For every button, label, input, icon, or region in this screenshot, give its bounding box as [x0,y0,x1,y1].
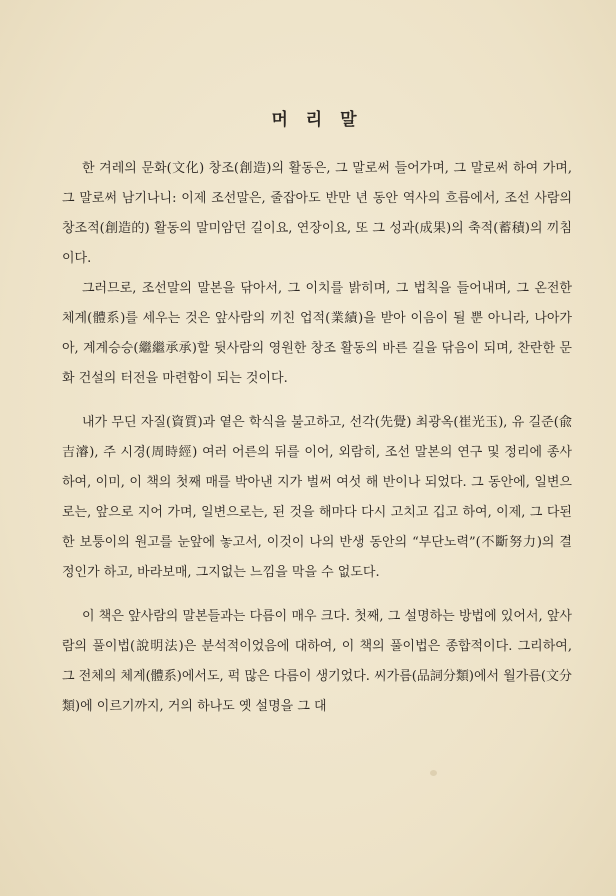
paragraph-gap [62,394,572,408]
page-title: 머 리 말 [271,110,363,130]
paragraph-1: 한 겨레의 문화(文化) 창조(創造)의 활동은, 그 말로써 들어가며, 그 말로써 하여 가며, 그 말로써 남기나니: 이제 조선말은, 줄잡아도 반만 년 동안 역사의 흐름에서, 조선 사람의 창조적(創造的) 활동의 말미암던 길이요, 연장이요, 또 그 성과(成果)의 축적(蓄積)의 끼침이다. [62,161,572,266]
paragraph-2: 그러므로, 조선말의 말본을 닦아서, 그 이치를 밝히며, 그 법칙을 들어내며, 그 온전한 체계(體系)를 세우는 것은 앞사람의 끼친 업적(業績)을 받아 이음이 될 뿐 아니라, 나아가아, 계계승승(繼繼承承)할 뒷사람의 영원한 창조 활동의 바른 길을 닦음이 되며, 찬란한 문화 건설의 터전을 마련함이 되는 것이다. [62,281,572,386]
age-spot [430,770,437,776]
paragraph-3: 내가 무딘 자질(資質)과 옅은 학식을 불고하고, 선각(先覺) 최광옥(崔光玉), 유 길준(兪吉濬), 주 시경(周時經) 여러 어른의 뒤를 이어, 외람히, 조선 말본의 연구 및 정리에 종사하여, 이미, 이 책의 첫째 매를 박아낸 지가 벌써 여섯 해 반이나 되었다. 그 동안에, 일변으로는, 앞으로 지어 가며, 일변으로는, 된 것을 해마다 다시 고치고 깁고 하여, 이제, 그 다된 한 보퉁이의 원고를 눈앞에 놓고서, 이것이 나의 반생 동안의 “부단노력”(不斷努力)의 결정인가 하고, 바라보매, 그지없는 느낌을 막을 수 없도다. [62,415,572,580]
paragraph-4: 이 책은 앞사람의 말본들과는 다름이 매우 크다. 첫째, 그 설명하는 방법에 있어서, 앞사람의 풀이법(說明法)은 분석적이었음에 대하여, 이 책의 풀이법은 종합적이다. 그리하여, 그 전체의 체계(體系)에서도, 퍽 많은 다름이 생기었다. 씨가름(品詞分類)에서 월가름(文分類)에 이르기까지, 거의 하나도 옛 설명을 그 대 [62,609,572,714]
paragraph-gap [62,588,572,602]
